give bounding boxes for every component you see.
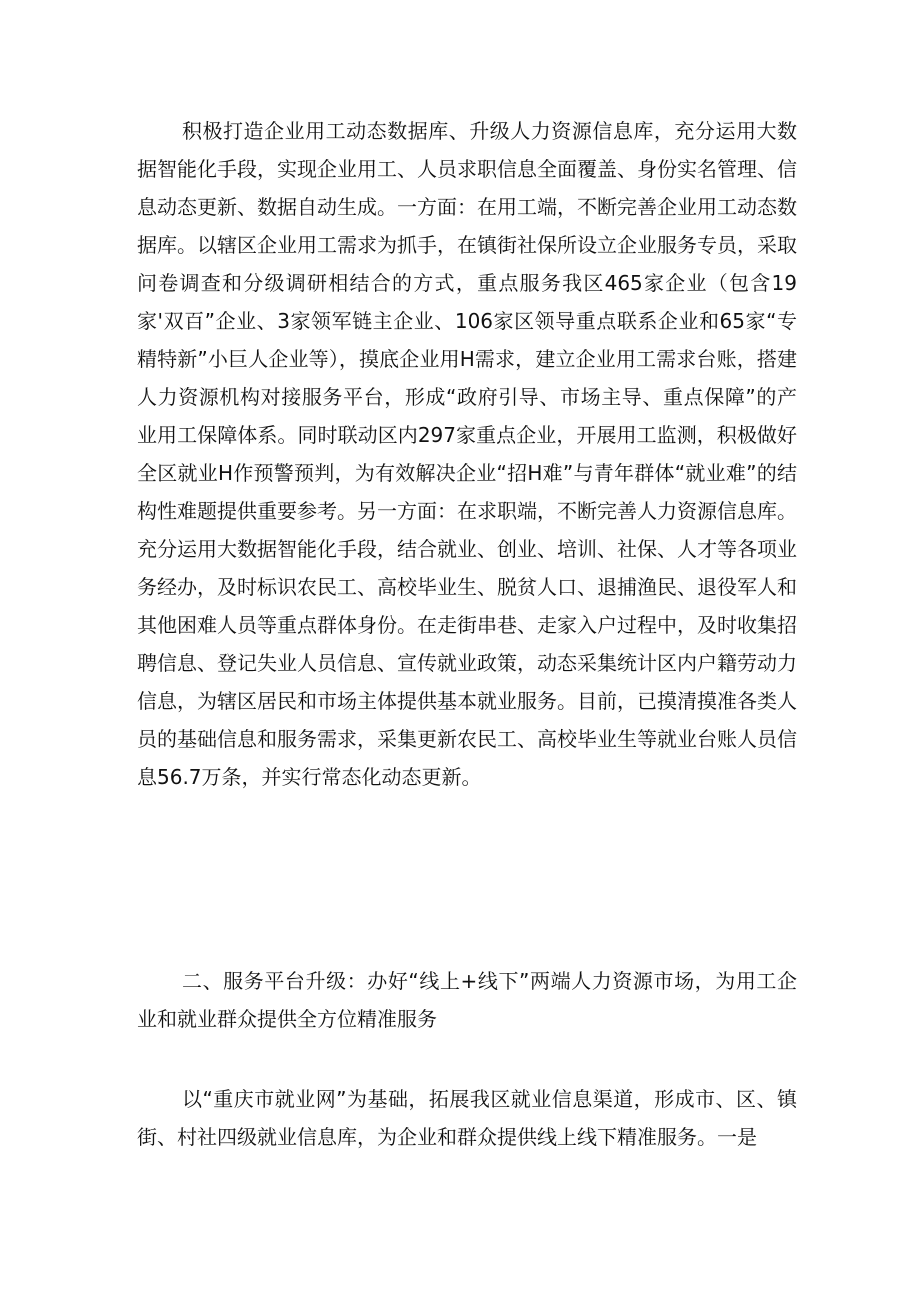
body-paragraph-data-systems: 积极打造企业用工动态数据库、升级人力资源信息库，充分运用大数据智能化手段，实现企业用工、人员求职信息全面覆盖、身份实名管理、信息动态更新、数据自动生成。一方面：在用工端，不断完善企业用工动态数据库。以辖区企业用工需求为抓手，在镇街社保所设立企业服务专员，采取问卷调查和分级调研相结合的方式，重点服务我区465家企业（包含19家'双百”企业、3家领军链主企业、106家区领导重点联系企业和65家“专精特新”小巨人企业等），摸底企业用H需求，建立企业用工需求台账，搭建人力资源机构对接服务平台，形成“政府引导、市场主导、重点保障”的产业用工保障体系。同时联动区内297家重点企业，开展用工监测，积极做好全区就业H作预警预判，为有效解决企业“招H难”与青年群体“就业难”的结构性难题提供重要参考。另一方面：在求职端，不断完善人力资源信息库。充分运用大数据智能化手段，结合就业、创业、培训、社保、人才等各项业务经办，及时标识农民工、高校毕业生、脱贫人口、退捕渔民、退役军人和其他困难人员等重点群体身份。在走街串巷、走家入户过程中，及时收集招聘信息、登记失业人员信息、宣传就业政策，动态采集统计区内户籍劳动力信息，为辖区居民和市场主体提供基本就业服务。目前，已摸清摸准各类人员的基础信息和服务需求，采集更新农民工、高校毕业生等就业台账人员信息56.7万条，并实行常态化动态更新。 bbox=[137, 119, 797, 789]
section-heading-service-platform: 二、服务平台升级：办好“线上+线下”两端人力资源市场，为用工企业和就业群众提供全方位精准服务 bbox=[137, 969, 797, 1031]
body-paragraph-employment-network: 以“重庆市就业网”为基础，拓展我区就业信息渠道，形成市、区、镇街、村社四级就业信息库，为企业和群众提供线上线下精准服务。一是 bbox=[137, 1087, 797, 1149]
